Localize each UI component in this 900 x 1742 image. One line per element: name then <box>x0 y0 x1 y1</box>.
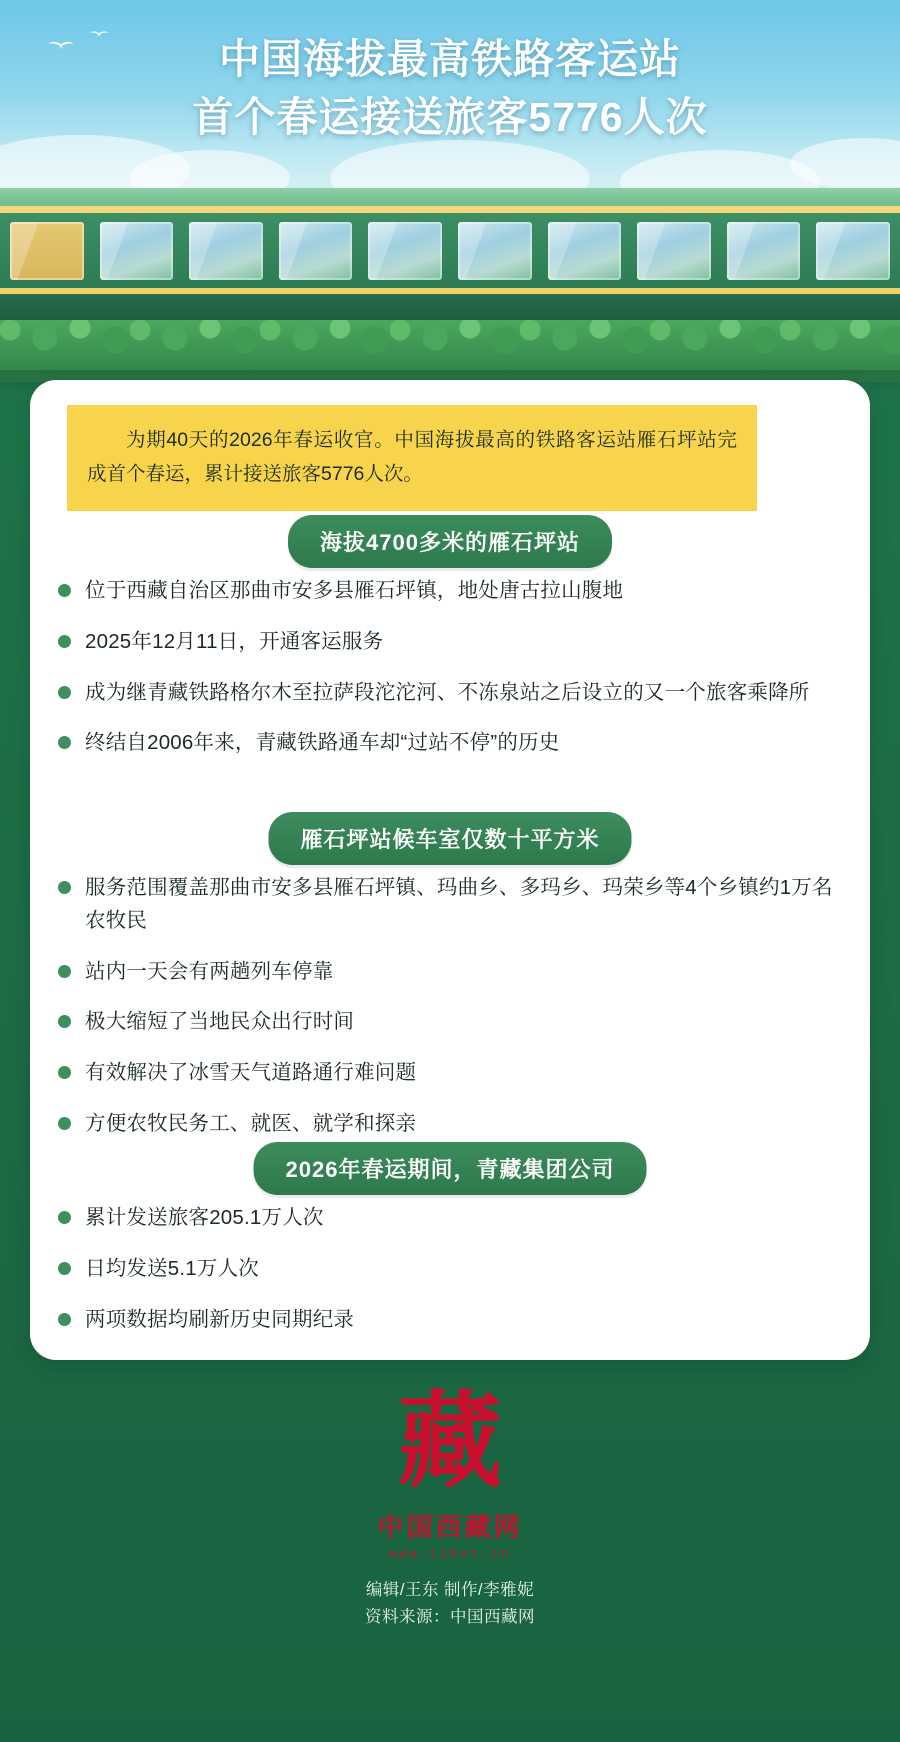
bullet-dot-icon <box>58 635 71 648</box>
list-item <box>58 1108 844 1141</box>
list-item-text: 方便农牧民务工、就医、就学和探亲 <box>85 1111 417 1135</box>
credit-line-2: 资料来源：中国西藏网 <box>365 1608 535 1627</box>
footer <box>0 1379 900 1631</box>
lead-paragraph: 为期40天的2026年春运收官。中国海拔最高的铁路客运站雁石坪站完成首个春运，累计接送旅客5776人次。 <box>67 405 757 511</box>
list-item <box>58 575 844 608</box>
list-item <box>58 727 844 760</box>
bullet-dot-icon <box>58 1313 71 1326</box>
section-heading-1: 海拔4700多米的雁石坪站 <box>288 515 612 568</box>
section-heading-3: 2026年春运期间，青藏集团公司 <box>254 1142 647 1195</box>
list-item <box>58 626 844 659</box>
page-title <box>0 30 900 146</box>
site-name: 中国西藏网 <box>377 1512 523 1542</box>
section-heading-2: 雁石坪站候车室仅数十平方米 <box>268 812 631 865</box>
bullet-dot-icon <box>58 881 71 894</box>
train-window <box>368 222 442 280</box>
page-title-line-2: 首个春运接送旅客5776人次 <box>192 94 708 141</box>
list-item-text: 极大缩短了当地民众出行时间 <box>85 1010 355 1034</box>
train-window <box>279 222 353 280</box>
bullet-dot-icon <box>58 1262 71 1275</box>
list-item <box>58 1006 844 1039</box>
list-item-text: 有效解决了冰雪天气道路通行难问题 <box>85 1061 417 1085</box>
list-item-text: 成为继青藏铁路格尔木至拉萨段沱沱河、不冻泉站之后设立的又一个旅客乘降所 <box>85 680 810 704</box>
train-window <box>189 222 263 280</box>
bullet-dot-icon <box>58 736 71 749</box>
list-item-text: 日均发送5.1万人次 <box>85 1256 259 1280</box>
bullet-dot-icon <box>58 584 71 597</box>
list-item-text: 服务范围覆盖那曲市安多县雁石坪镇、玛曲乡、多玛乡、玛荣乡等4个乡镇约1万名农牧民 <box>85 876 833 932</box>
train-window <box>727 222 801 280</box>
bullet-dot-icon <box>58 1066 71 1079</box>
bullet-list-1 <box>58 575 844 778</box>
train-window <box>816 222 890 280</box>
bullet-dot-icon <box>58 1211 71 1224</box>
train-roof <box>0 188 900 206</box>
bullet-list-2 <box>58 872 844 1159</box>
train-window <box>458 222 532 280</box>
list-item <box>58 1253 844 1286</box>
list-item-text: 两项数据均刷新历史同期纪录 <box>85 1307 355 1331</box>
page-title-line-1: 中国海拔最高铁路客运站 <box>219 36 681 82</box>
tibet-logo-icon: 藏 <box>397 1379 502 1502</box>
site-logo <box>385 1379 515 1505</box>
list-item <box>58 1304 844 1337</box>
train-window <box>637 222 711 280</box>
content-card <box>30 380 870 1360</box>
bullet-dot-icon <box>58 1117 71 1130</box>
list-item <box>58 677 844 710</box>
bullet-list-3 <box>58 1202 844 1354</box>
list-item-text: 终结自2006年来，青藏铁路通车却“过站不停”的历史 <box>85 731 560 755</box>
train-window <box>100 222 174 280</box>
bullet-dot-icon <box>58 965 71 978</box>
train-window-row <box>0 222 900 280</box>
train-stripe-top <box>0 206 900 213</box>
train-door <box>10 222 84 280</box>
list-item-text: 站内一天会有两趟列车停靠 <box>85 959 334 983</box>
list-item <box>58 956 844 989</box>
list-item <box>58 872 844 938</box>
credit-line-1: 编辑/王东 制作/李雅妮 <box>365 1581 535 1599</box>
list-item <box>58 1057 844 1090</box>
list-item-text: 2025年12月11日，开通客运服务 <box>85 629 384 653</box>
site-url: www.tibet.cn <box>388 1547 512 1561</box>
train-window <box>548 222 622 280</box>
credits <box>0 1577 900 1631</box>
bullet-dot-icon <box>58 686 71 699</box>
list-item <box>58 1202 844 1235</box>
train-illustration <box>0 188 900 328</box>
bullet-dot-icon <box>58 1015 71 1028</box>
list-item-text: 位于西藏自治区那曲市安多县雁石坪镇，地处唐古拉山腹地 <box>85 579 624 602</box>
list-item-text: 累计发送旅客205.1万人次 <box>85 1206 324 1229</box>
